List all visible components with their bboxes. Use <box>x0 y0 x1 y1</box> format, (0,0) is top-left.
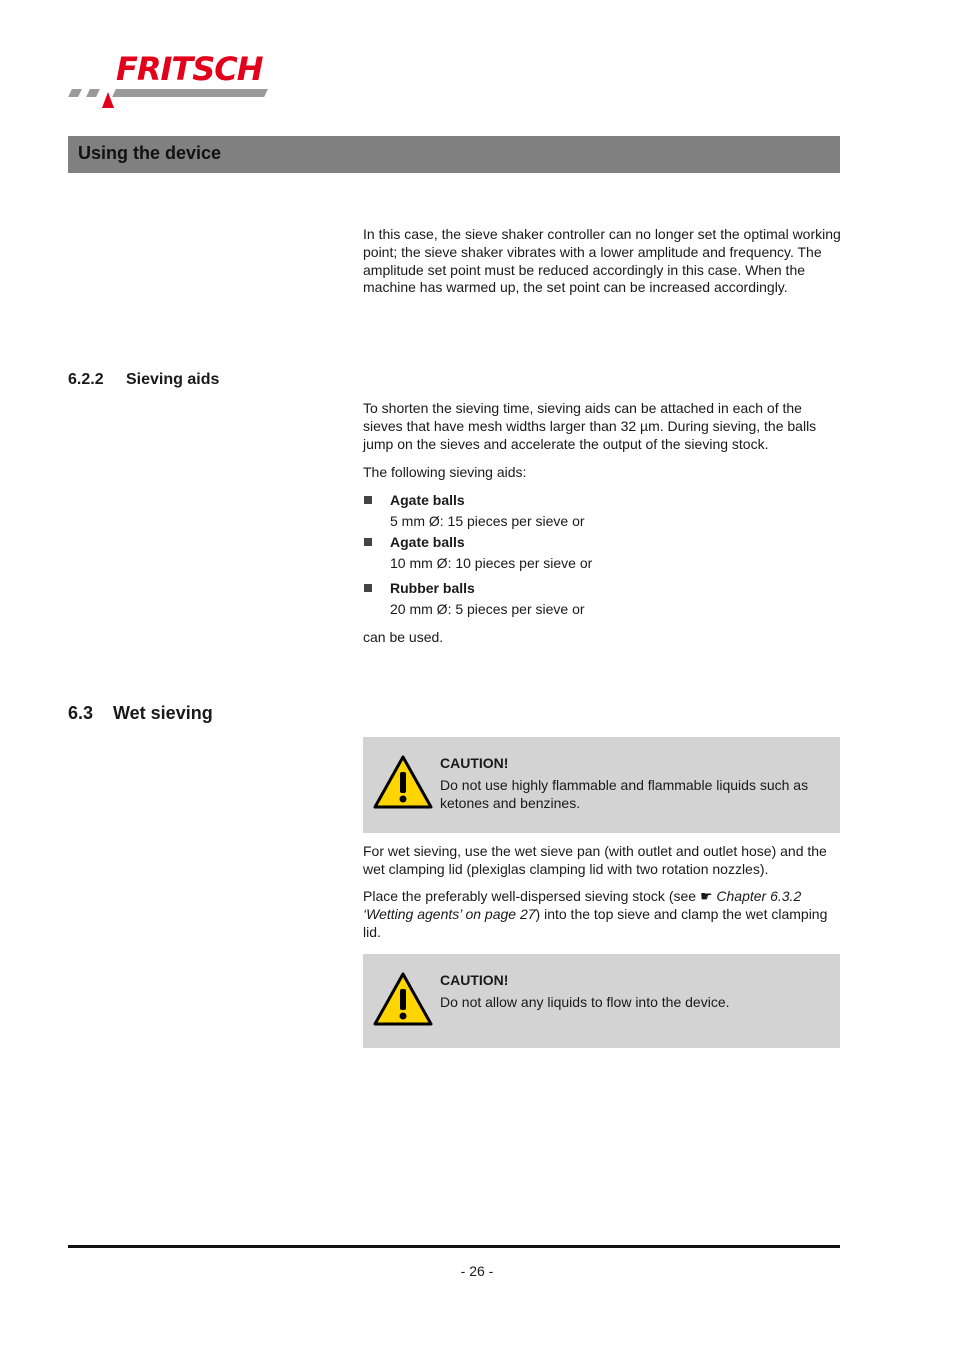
page-number: - 26 - <box>460 1263 494 1279</box>
sieving-aids-list-intro: The following sieving aids: <box>363 464 527 480</box>
list-item-text: 10 mm Ø: 10 pieces per sieve or <box>390 555 593 571</box>
section-header-title: Using the device <box>78 143 222 163</box>
heading-sieving-aids <box>68 371 219 389</box>
chapter-link[interactable]: Chapter 6.3.2 ‘Wetting agents’ on page 27 <box>363 888 802 922</box>
footer-divider <box>68 1245 840 1248</box>
warning-triangle-icon <box>373 972 433 1026</box>
list-item-title: Agate balls <box>390 492 465 508</box>
caution-text: Do not use highly flammable and flammable liquids such as ketones and benzines. <box>440 777 809 811</box>
caution-title: CAUTION! <box>440 972 509 988</box>
list-item-text: 5 mm Ø: 15 pieces per sieve or <box>390 513 585 529</box>
sieving-aids-closing: can be used. <box>363 629 444 645</box>
heading-number: 6.3 <box>68 703 94 723</box>
wet-sieving-paragraph-1: For wet sieving, use the wet sieve pan (with outlet and outlet hose) and the wet clamping lid (plexiglas clamping lid with two rotation nozzles). <box>363 843 827 877</box>
paragraph-text: ) into the top sieve and clamp the wet clamping lid. <box>363 905 828 940</box>
list-item-title: Agate balls <box>390 534 465 550</box>
intro-paragraph: In this case, the sieve shaker controller can no longer set the optimal working point; the sieve shaker vibrates with a lower amplitude and frequency. The amplitude set point must be reduced accordingly in this case. When the machine has warmed up, the set point can be increased accordingly. <box>363 226 841 296</box>
caution-box <box>363 737 840 833</box>
heading-wet-sieving <box>68 703 213 724</box>
heading-title: Sieving aids <box>126 371 220 388</box>
link-arrow-icon: ☛ <box>699 888 717 904</box>
list-item-title: Rubber balls <box>390 580 475 596</box>
section-header-bar <box>68 136 840 173</box>
heading-number: 6.2.2 <box>68 371 104 388</box>
logo-triangle <box>102 92 114 108</box>
logo-wordmark: FRITSCH <box>116 50 263 88</box>
caution-text: Do not allow any liquids to flow into the device. <box>440 994 730 1010</box>
sieving-aids-paragraph: To shorten the sieving time, sieving aids can be attached in each of the sieves that have mesh widths larger than 32 µm. During sieving, the balls jump on the sieves and accelerate the output of the sieving stock. <box>363 400 817 452</box>
caution-box <box>363 954 840 1048</box>
wet-sieving-paragraph-2 <box>363 888 841 941</box>
bullet-square-icon <box>364 584 372 592</box>
bullet-square-icon <box>364 538 372 546</box>
warning-triangle-icon <box>373 755 433 809</box>
heading-title: Wet sieving <box>113 703 213 723</box>
bullet-square-icon <box>364 496 372 504</box>
caution-title: CAUTION! <box>440 755 509 771</box>
paragraph-text: Place the preferably well-dispersed sieving stock (see <box>363 888 700 904</box>
fritsch-logo <box>66 50 286 112</box>
list-item-text: 20 mm Ø: 5 pieces per sieve or <box>390 601 585 617</box>
